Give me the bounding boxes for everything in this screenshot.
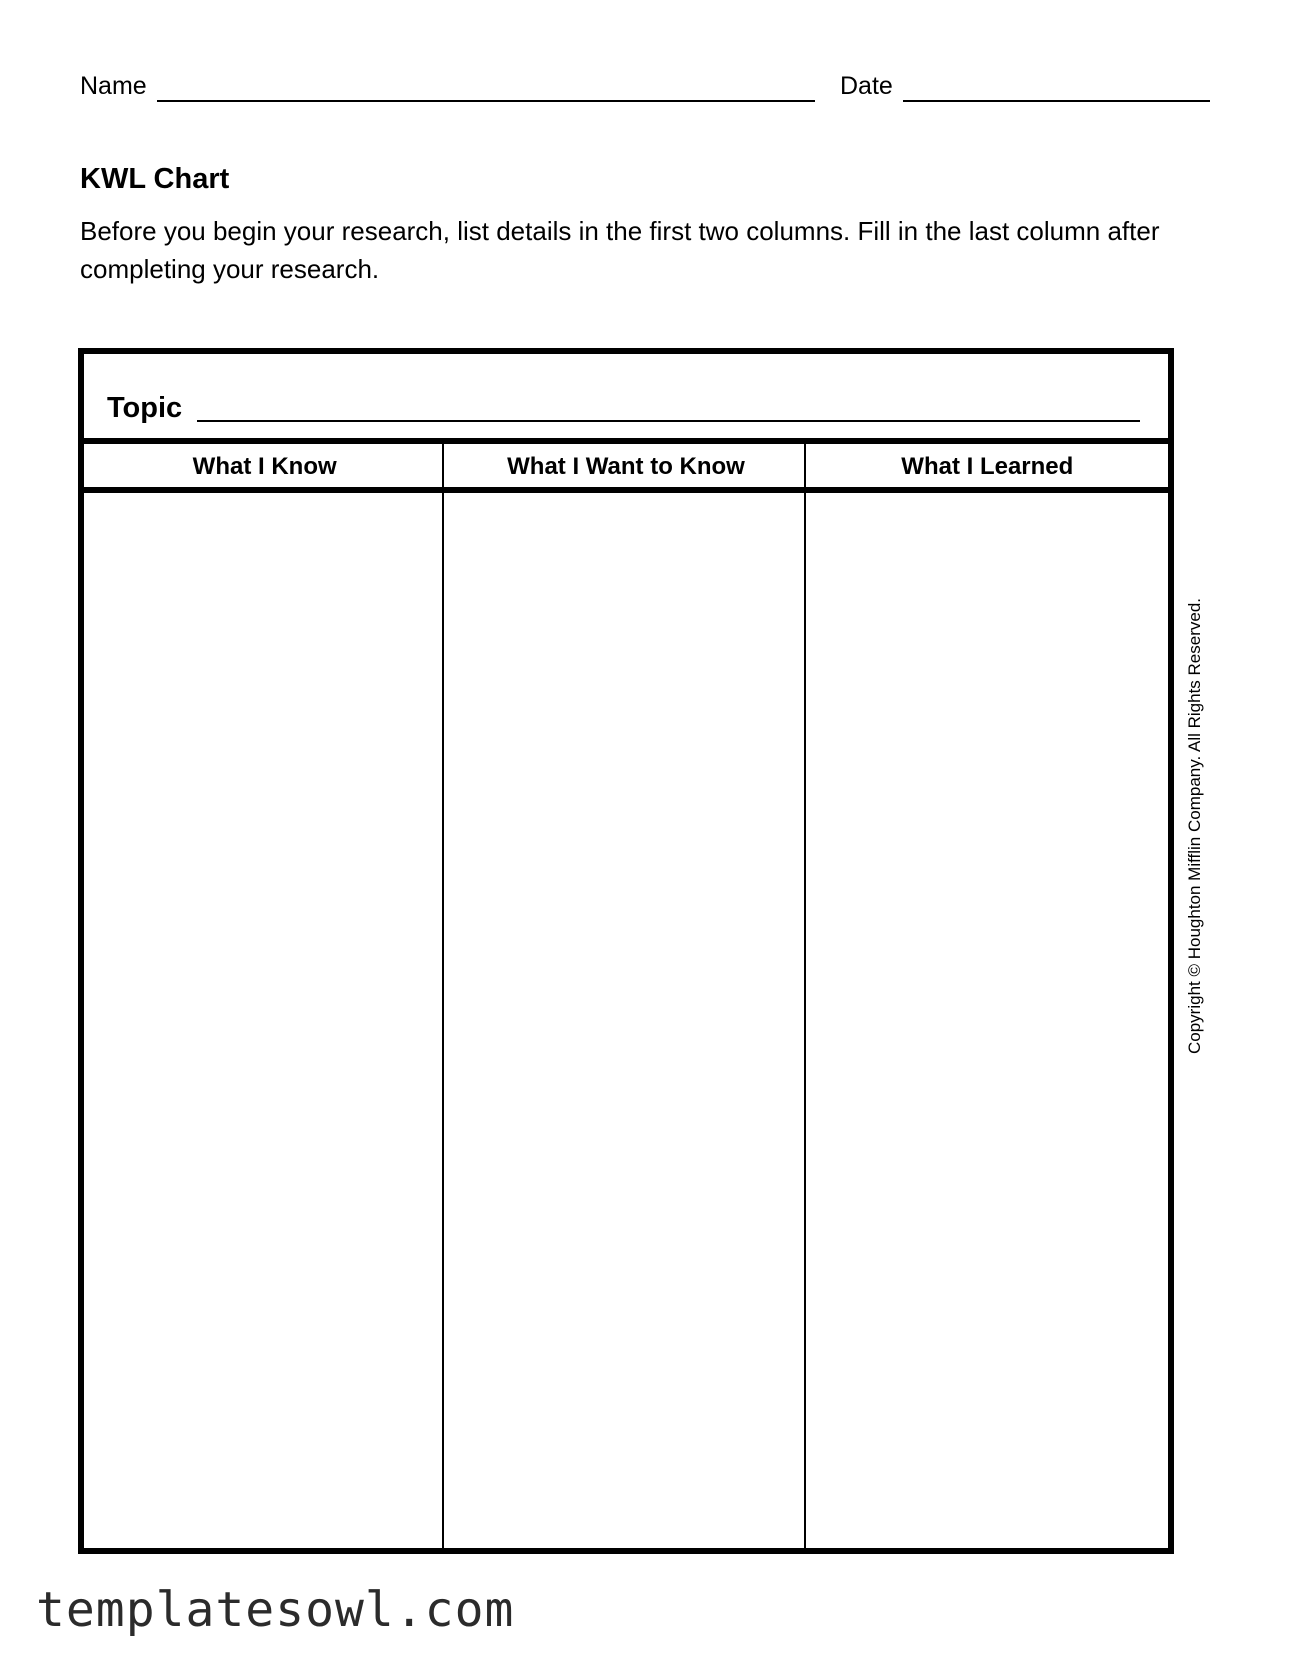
kwl-chart-table [78, 348, 1174, 1554]
know-column-area[interactable] [84, 493, 445, 1548]
instructions-text: Before you begin your research, list details in the first two columns. Fill in the last column after completing your research. [80, 216, 1160, 284]
column-header-learned: What I Learned [901, 453, 1074, 480]
column-body-row [84, 493, 1168, 1548]
topic-label: Topic [107, 392, 183, 424]
page-title: KWL Chart [80, 163, 230, 195]
column-header-know: What I Know [192, 453, 337, 480]
learned-column-area[interactable] [807, 493, 1168, 1548]
column-header-want-to-know: What I Want to Know [507, 453, 745, 480]
watermark: templatesowl.com [36, 1582, 515, 1638]
topic-field[interactable] [197, 420, 1140, 422]
name-label: Name [80, 72, 147, 100]
copyright-notice: Copyright © Houghton Mifflin Company. All Rights Reserved. [1185, 598, 1204, 1054]
column-divider [442, 444, 444, 1548]
name-date-row [80, 72, 1210, 108]
name-field[interactable] [157, 100, 815, 102]
date-label: Date [840, 72, 893, 100]
want-to-know-column-area[interactable] [445, 493, 806, 1548]
column-divider [804, 444, 806, 1548]
topic-row [84, 354, 1168, 444]
date-field[interactable] [903, 100, 1210, 102]
column-header-row [84, 444, 1168, 493]
